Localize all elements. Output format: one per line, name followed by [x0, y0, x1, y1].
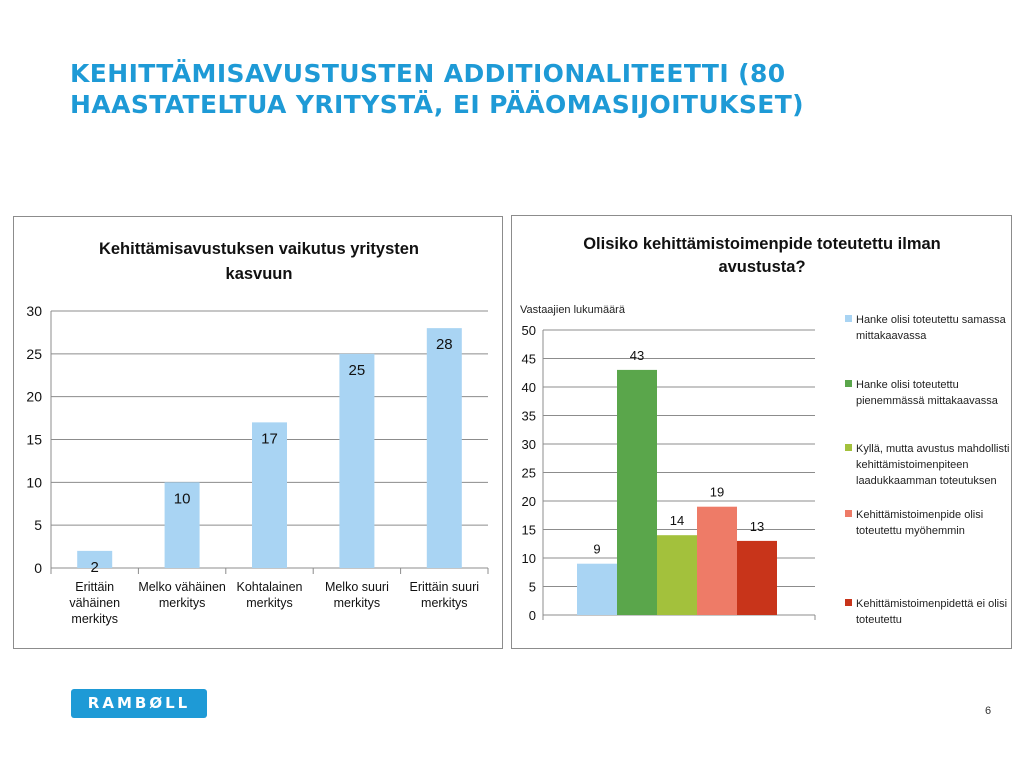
legend-swatch — [845, 444, 852, 451]
chart-title-line: kasvuun — [225, 265, 293, 283]
y-tick-label: 15 — [521, 522, 536, 538]
chart-title-line: avustusta? — [718, 258, 806, 276]
slide-title — [70, 58, 970, 120]
ramboll-logo: RAMBØLL — [71, 689, 207, 718]
x-category-label: merkitys — [71, 612, 118, 626]
bar-1 — [577, 564, 617, 615]
data-label: 13 — [749, 518, 765, 534]
bar-5 — [737, 541, 777, 615]
x-category-label: merkitys — [246, 596, 293, 610]
y-tick-label: 25 — [521, 465, 536, 481]
chart-title-line: Kehittämisavustuksen vaikutus yritysten — [98, 240, 420, 258]
x-category-label: Erittäin — [75, 580, 115, 594]
y-tick-label: 10 — [521, 551, 536, 566]
data-label: 25 — [348, 361, 366, 379]
bar-3 — [657, 535, 697, 615]
data-label: 14 — [669, 513, 685, 529]
y-tick-label: 20 — [521, 494, 536, 509]
bar-5 — [427, 328, 462, 568]
y-tick-label: 40 — [521, 380, 536, 395]
data-label: 10 — [173, 490, 191, 508]
y-tick-label: 5 — [34, 517, 42, 534]
growth-impact-chart — [13, 216, 503, 649]
counterfactual-chart — [511, 215, 1012, 649]
y-tick-label: 30 — [521, 437, 536, 452]
growth-impact-chart-svg — [14, 217, 504, 650]
data-label: 17 — [261, 430, 278, 448]
y-tick-label: 10 — [26, 474, 42, 491]
legend-label: Kehittämistoimenpidettä ei olisi — [856, 598, 1008, 610]
bar-2 — [617, 370, 657, 615]
y-tick-label: 45 — [521, 351, 536, 367]
y-tick-label: 0 — [528, 608, 536, 623]
x-category-label: Melko suuri — [324, 580, 389, 594]
bar-4 — [697, 507, 737, 615]
x-category-label: Kohtalainen — [236, 580, 303, 594]
x-category-label: merkitys — [333, 596, 381, 610]
legend-label: toteutettu — [856, 614, 902, 626]
x-category-label: Erittäin suuri — [409, 580, 480, 594]
slide-title-line2: HAASTATELTUA YRITYSTÄ, EI PÄÄOMASIJOITUKSET) — [70, 90, 804, 119]
y-tick-label: 50 — [521, 323, 536, 338]
x-category-label: vähäinen — [69, 596, 121, 610]
data-label: 2 — [90, 558, 99, 576]
slide-title-line1: KEHITTÄMISAVUSTUSTEN ADDITIONALITEETTI (80 — [70, 59, 786, 88]
data-label: 28 — [435, 336, 453, 354]
y-tick-label: 5 — [528, 579, 536, 595]
legend-label: Kyllä, mutta avustus mahdollisti — [856, 443, 1010, 455]
legend-swatch — [845, 315, 852, 322]
data-label: 9 — [593, 541, 601, 557]
y-tick-label: 25 — [26, 345, 42, 362]
legend-label: toteutettu myöhemmin — [856, 525, 965, 537]
chart-title-line: Olisiko kehittämistoimenpide toteutettu ilman — [583, 235, 941, 253]
legend-label: mittakaavassa — [856, 330, 927, 342]
data-label: 43 — [629, 347, 645, 363]
y-axis-title: Vastaajien lukumäärä — [520, 304, 625, 316]
y-tick-label: 35 — [521, 408, 536, 424]
legend-label: laadukkaamman toteutuksen — [856, 475, 997, 487]
legend-label: Kehittämistoimenpide olisi — [856, 509, 984, 521]
legend-swatch — [845, 510, 852, 517]
page-number: 6 — [985, 705, 992, 717]
legend-label: pienemmässä mittakaavassa — [856, 395, 998, 407]
legend-label: Hanke olisi toteutettu — [856, 379, 959, 391]
legend-swatch — [845, 599, 852, 606]
legend-swatch — [845, 380, 852, 387]
x-category-label: merkitys — [421, 596, 468, 610]
x-category-label: Melko vähäinen — [138, 580, 226, 594]
legend-label: Hanke olisi toteutettu samassa — [856, 314, 1006, 326]
counterfactual-chart-svg — [512, 216, 1013, 650]
legend-label: kehittämistoimenpiteen — [856, 459, 969, 471]
bar-4 — [339, 354, 374, 568]
y-tick-label: 0 — [34, 560, 42, 576]
x-category-label: merkitys — [158, 596, 206, 610]
y-tick-label: 30 — [26, 303, 42, 319]
y-tick-label: 20 — [26, 388, 42, 405]
y-tick-label: 15 — [26, 431, 42, 448]
data-label: 19 — [709, 484, 725, 500]
